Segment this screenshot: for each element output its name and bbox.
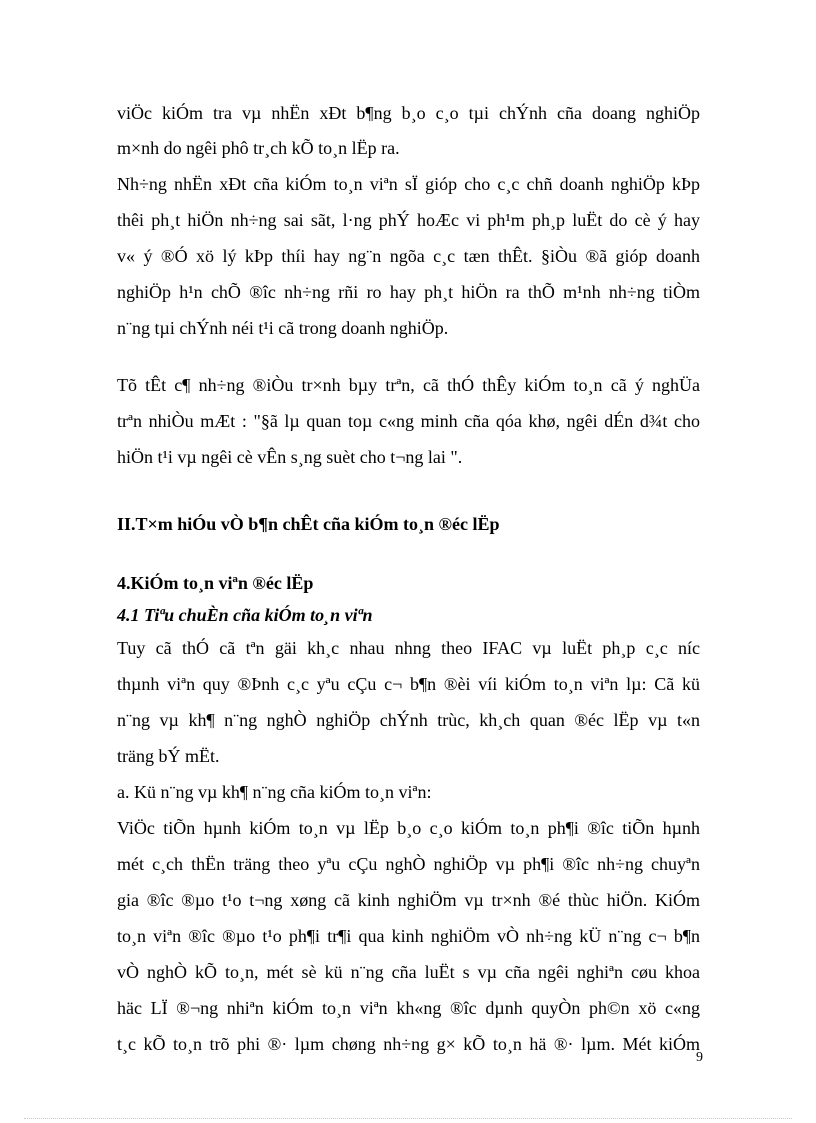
footer-divider: [24, 1118, 792, 1119]
paragraph-line: trªn nhiÒu mÆt : "§ã lµ quan toµ c«ng minh cña qóa khø, ngêi dÉn d¾t cho: [117, 411, 700, 431]
paragraph-line: hiÖn t¹i vµ ngêi cè vÊn s¸ng suèt cho t¬ng lai ".: [117, 447, 463, 467]
paragraph-line: Tõ tÊt c¶ nh÷ng ®iÒu tr×nh bµy trªn, cã thÓ thÊy kiÓm to¸n cã ý nghÜa: [117, 375, 700, 395]
paragraph-line: nghiÖp h¹n chÕ ®îc nh÷ng rñi ro hay ph¸t hiÖn ra thÕ m¹nh nh÷ng tiÒm: [117, 282, 700, 302]
paragraph-line: n¨ng tµi chÝnh néi t¹i cã trong doanh nghiÖp.: [117, 318, 449, 338]
paragraph-line: to¸n viªn ®îc ®µo t¹o ph¶i tr¶i qua kinh nghiÖm vÒ nh÷ng kÜ n¨ng c¬ b¶n: [117, 926, 700, 946]
subsection-heading: 4.KiÓm to¸n viªn ®éc lËp: [117, 573, 314, 593]
paragraph-line: ViÖc tiÕn hµnh kiÓm to¸n vµ lËp b¸o c¸o kiÓm to¸n ph¶i ®îc tiÕn hµnh: [117, 818, 700, 838]
sub-subsection-heading: 4.1 Tiªu chuÈn cña kiÓm to¸n viªn: [117, 605, 373, 625]
paragraph-line: m×nh do ngêi phô tr¸ch kÕ to¸n lËp ra.: [117, 138, 400, 158]
paragraph-line: häc LÏ ®¬ng nhiªn kiÓm to¸n viªn kh«ng ®îc dµnh quyÒn ph©n xö c«ng: [117, 998, 700, 1018]
paragraph-line: thêi ph¸t hiÖn nh÷ng sai sãt, l·ng phÝ hoÆc vi ph¹m ph¸p luËt do cè ý hay: [117, 210, 700, 230]
section-heading: II.T×m hiÓu vÒ b¶n chÊt cña kiÓm to¸n ®éc lËp: [117, 514, 500, 534]
paragraph-line: thµnh viªn quy ®Þnh c¸c yªu cÇu c¬ b¶n ®èi víi kiÓm to¸n viªn lµ: Cã kü: [117, 674, 700, 694]
paragraph-line: mét c¸ch thËn träng theo yªu cÇu nghÒ nghiÖp vµ ph¶i ®îc nh÷ng chuyªn: [117, 854, 700, 874]
paragraph-line: Tuy cã thÓ cã tªn gäi kh¸c nhau nhng theo IFAC vµ luËt ph¸p c¸c níc: [117, 638, 700, 658]
paragraph-line: träng bÝ mËt.: [117, 746, 220, 766]
paragraph-line: Nh÷ng nhËn xÐt cña kiÓm to¸n viªn sÏ gióp cho c¸c chñ doanh nghiÖp kÞp: [117, 174, 700, 194]
paragraph-line: viÖc kiÓm tra vµ nhËn xÐt b¶ng b¸o c¸o tµi chÝnh cña doang nghiÖp: [117, 103, 700, 123]
paragraph-line: v« ý ®Ó xö lý kÞp thíi hay ng¨n ngõa c¸c tæn thÊt. §iÒu ®ã gióp doanh: [117, 246, 700, 266]
paragraph-line: gia ®îc ®µo t¹o t¬ng xøng cã kinh nghiÖm vµ tr×nh ®é thùc hiÖn. KiÓm: [117, 890, 700, 910]
page-number: 9: [696, 1050, 703, 1065]
list-item-heading: a. Kü n¨ng vµ kh¶ n¨ng cña kiÓm to¸n viªn:: [117, 782, 432, 802]
paragraph-line: n¨ng vµ kh¶ n¨ng nghÒ nghiÖp chÝnh trùc, kh¸ch quan ®éc lËp vµ t«n: [117, 710, 700, 730]
paragraph-line: vÒ nghÒ kÕ to¸n, mét sè kü n¨ng cña luËt s vµ cña ngêi nghiªn cøu khoa: [117, 962, 700, 982]
paragraph-line: t¸c kÕ to¸n trõ phi ®· lµm chøng nh÷ng g× kÕ to¸n hä ®· lµm. Mét kiÓm: [117, 1034, 700, 1054]
